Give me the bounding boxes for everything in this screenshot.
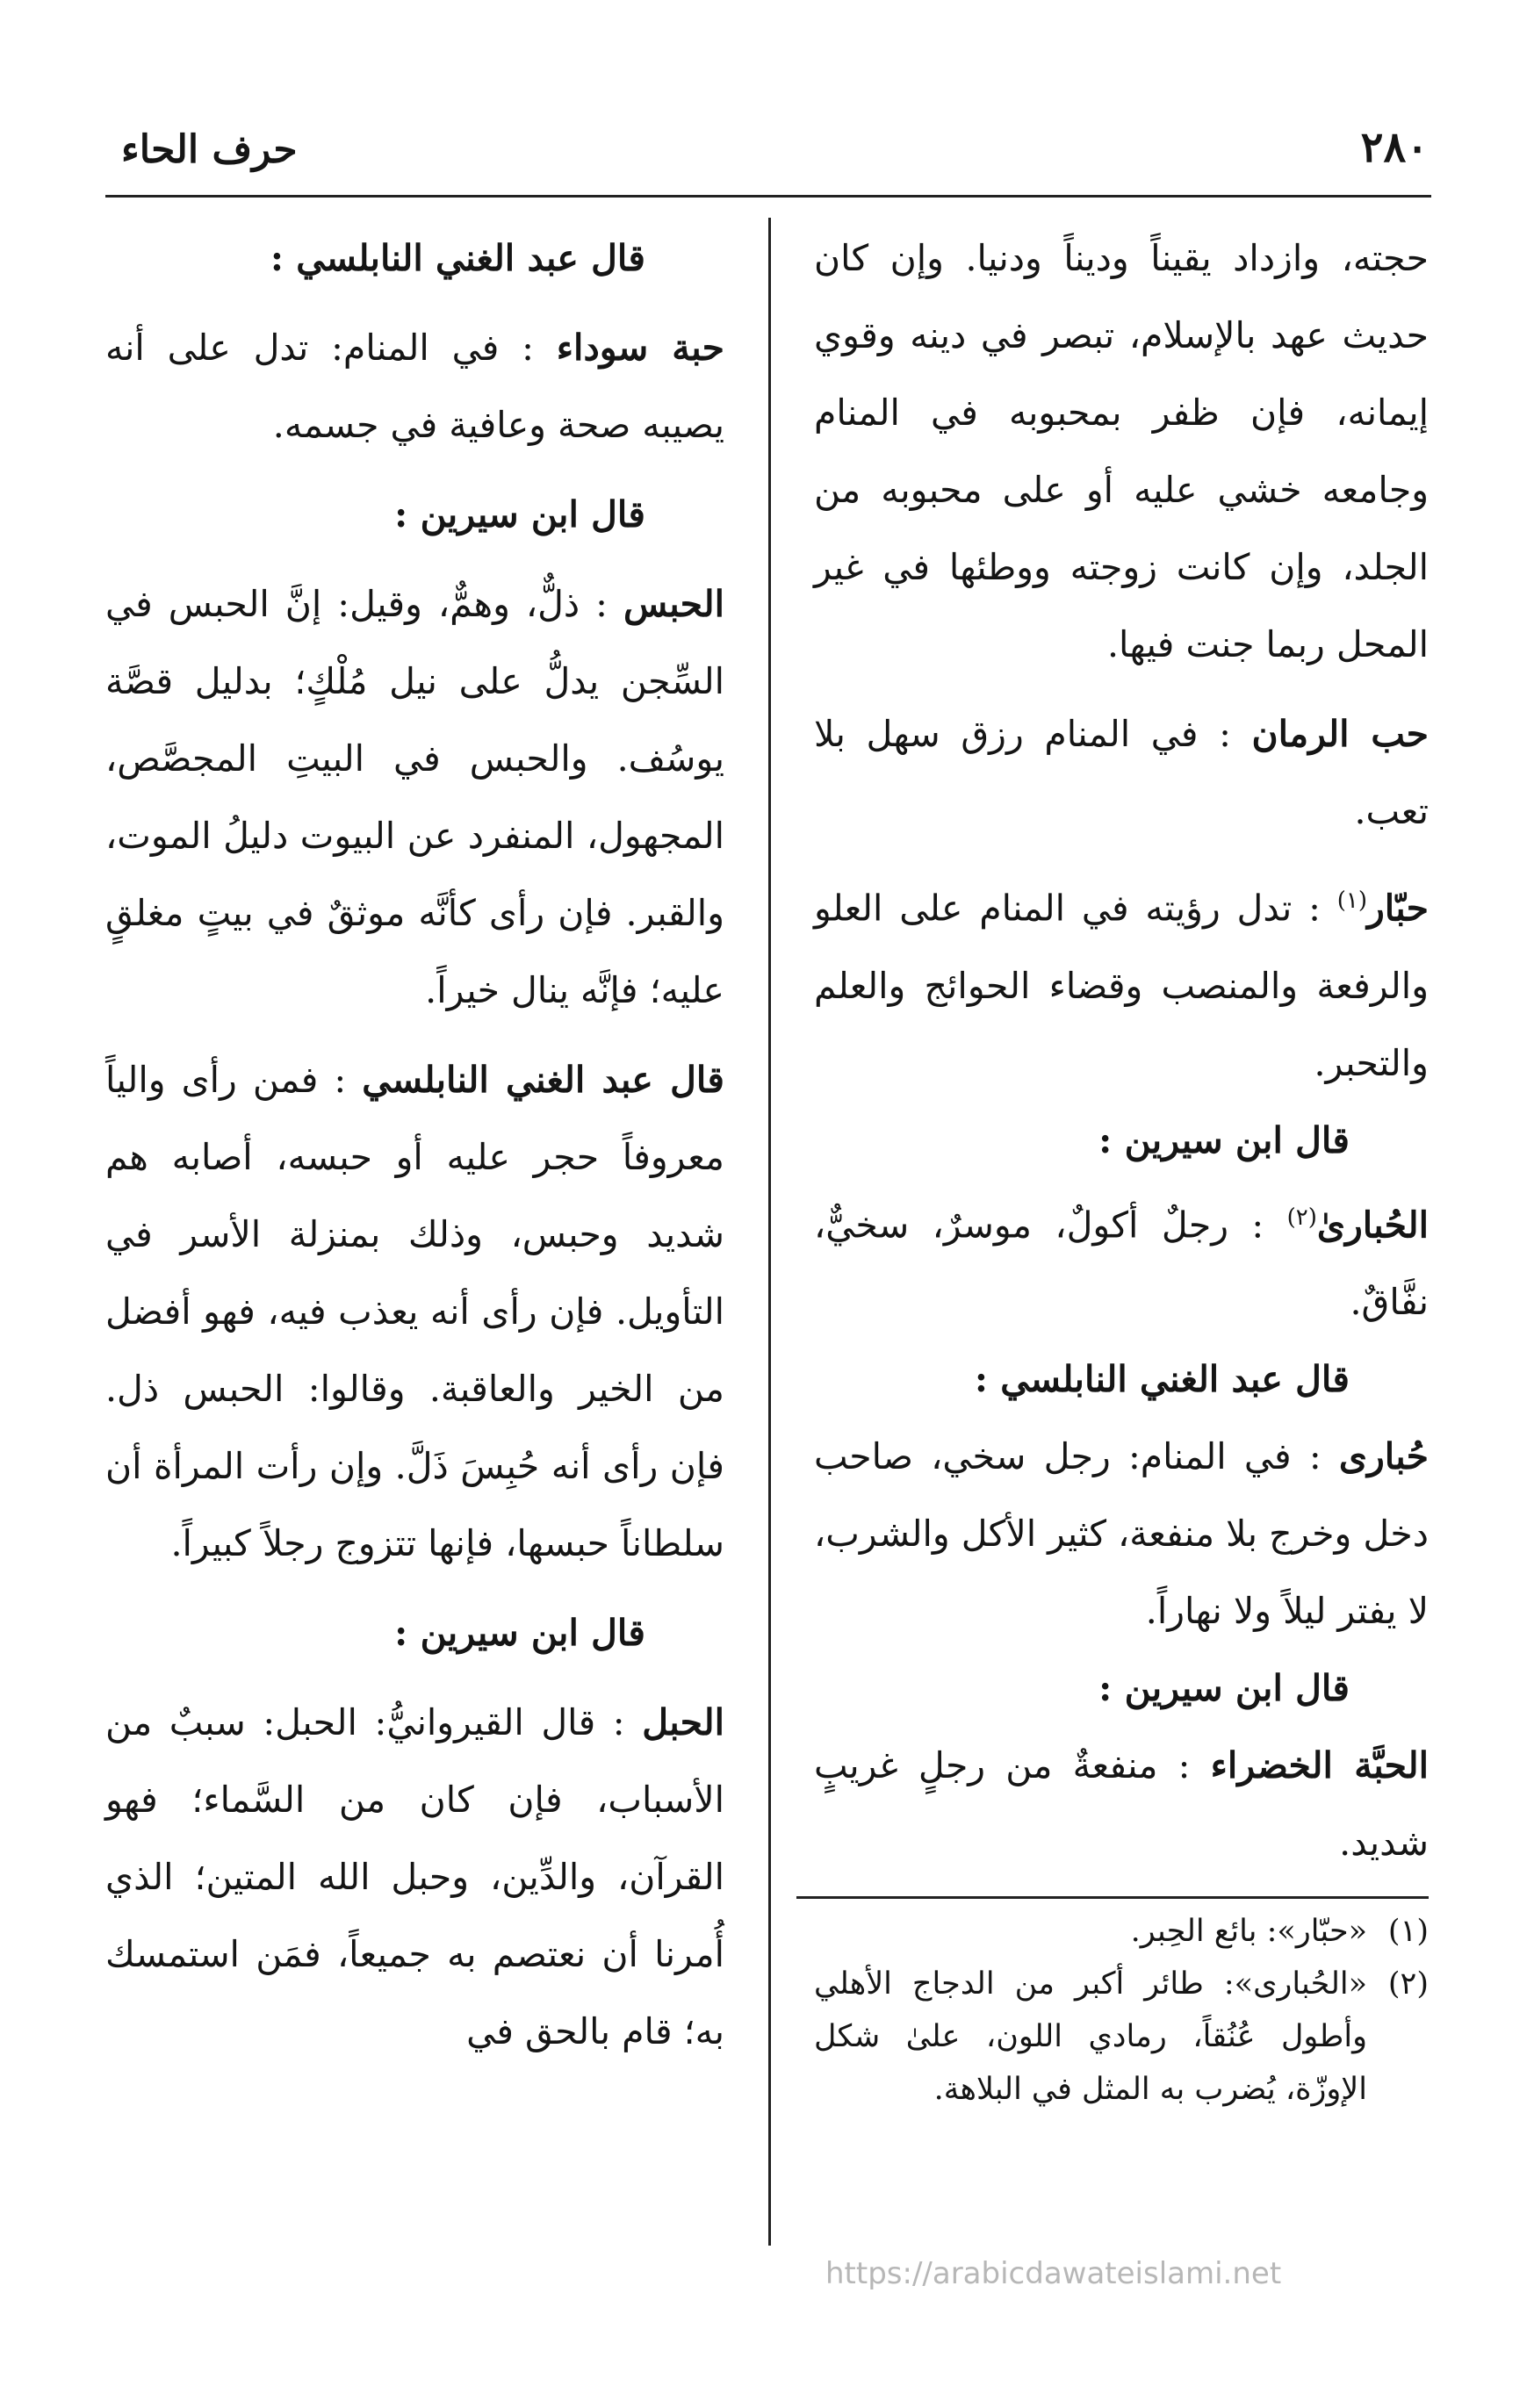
paragraph: حجته، وازداد يقيناً وديناً ودنيا. وإن كان حديث عهد بالإسلام، تبصر في دينه وقوي إيمانه، فإن ظفر بمحبوبه في المنام وجامعه خشي عليه أو على محبوبه من الجلد، وإن كانت زوجته ووطئها في غير المحل ربما جنت فيها. <box>814 237 1429 665</box>
entry-text: : منفعةٌ من رجلٍ غريبٍ شديد. <box>814 1744 1429 1865</box>
left-column <box>105 219 724 2070</box>
entry-text: : قال القيروانيُّ: الحبل: سببٌ من الأسباب، فإن كان من السَّماء؛ فهو القرآن، والدِّين، وحبل الله المتين؛ الذي أُمرنا أن نعتصم به جميعاً، فمَن استمسك به؛ قام بالحق في <box>105 1701 724 2052</box>
footnote-rule <box>796 1896 1429 1899</box>
entry-black-seed <box>105 309 724 464</box>
spacer <box>814 683 1429 695</box>
entry-ink-seller <box>814 862 1429 1102</box>
watermark-url: https://arabicdawateislami.net <box>825 2256 1282 2291</box>
page-number: ٢٨٠ <box>1360 123 1429 172</box>
entry-term: الحبس <box>623 583 724 625</box>
spacer <box>105 1582 724 1594</box>
entry-term: حُبارى <box>1338 1435 1429 1478</box>
section-heading: قال عبد الغني النابلسي : <box>270 237 645 279</box>
header-rule <box>105 195 1431 198</box>
section-heading: قال ابن سيرين : <box>394 1612 645 1654</box>
entry-term: الحبل <box>642 1701 724 1743</box>
spacer <box>105 1029 724 1041</box>
entry-text: : في المنام: رجل سخي، صاحب دخل وخرج بلا منفعة، كثير الأكل والشرب، لا يفتر ليلاً ولا نهاراً. <box>814 1435 1429 1633</box>
spacer <box>105 297 724 309</box>
column-divider <box>768 218 771 2246</box>
section-heading: قال ابن سيرين : <box>1098 1118 1350 1161</box>
entry-term: حبة سوداء <box>556 327 724 369</box>
entry-prison <box>105 565 724 1029</box>
footnote-marker[interactable]: (١) <box>1336 888 1367 914</box>
entry-pomegranate-seed <box>814 695 1429 850</box>
footnote-text: «الحُبارى»: طائر أكبر من الدجاج الأهلي وأطول عُنُقاً، رمادي اللون، علىٰ شكل الإوزّة، يُضرب به المثل في البلاهة. <box>814 1966 1367 2107</box>
section-heading: قال ابن سيرين : <box>394 493 645 536</box>
footnote-number: (١) <box>1387 1914 1429 1949</box>
footnote-text: «حبّار»: بائع الحِبر. <box>1130 1914 1367 1949</box>
entry-green-seed <box>814 1727 1429 1881</box>
spacer <box>105 553 724 565</box>
entry-lead: قال عبد الغني النابلسي <box>362 1059 724 1101</box>
footnote-marker[interactable]: (٢) <box>1286 1204 1317 1231</box>
footnotes <box>814 1905 1429 2116</box>
entry-text: : تدل رؤيته في المنام على العلو والرفعة والمنصب وقضاء الحوائج والعلم والتحبر. <box>814 887 1429 1084</box>
footnote-item <box>814 1958 1429 2116</box>
entry-term: الحُبارىٰ <box>1316 1204 1429 1247</box>
entry-text: : في المنام: تدل على أنه يصيبه صحة وعافية في جسمه. <box>105 327 724 446</box>
footnote-item <box>814 1905 1429 1958</box>
entry-text: : ذلٌّ، وهمٌّ، وقيل: إنَّ الحبس في السِّجن يدلُّ على نيل مُلْكٍ؛ بدليل قصَّة يوسُف. والحبس في البيتِ المجصَّص، المجهول، المنفرد عن البيوت دليلُ الموت، والقبر. فإن رأى كأنَّه موثقٌ في بيتٍ مغلقٍ عليه؛ فإنَّه ينال خيراً. <box>105 583 724 1011</box>
entry-term: الحبَّة الخضراء <box>1210 1744 1429 1787</box>
entry-rope <box>105 1684 724 2070</box>
section-heading: قال ابن سيرين : <box>1098 1667 1350 1710</box>
entry-text: : فمن رأى والياً معروفاً حجر عليه أو حبسه، أصابه هم شديد وحبس، وذلك بمنزلة الأسر في التأويل. فإن رأى أنه يعذب فيه، فهو أفضل من الخير والعاقبة. وقالوا: الحبس ذل. فإن رأى أنه حُبِسَ ذَلَّ. وإن رأت المرأة أن سلطاناً حبسها، فإنها تتزوج رجلاً كبيراً. <box>105 1059 724 1564</box>
entry-text: : رجلٌ أكولٌ، موسرٌ، سخيٌّ، نفَّاقٌ. <box>814 1204 1429 1324</box>
section-heading: قال عبد الغني النابلسي : <box>974 1358 1350 1401</box>
right-column <box>814 219 1429 1881</box>
entry-term: حب الرمان <box>1251 713 1429 755</box>
spacer <box>105 464 724 476</box>
spacer <box>814 850 1429 862</box>
running-head: حرف الحاء <box>121 127 298 172</box>
entry-text: : في المنام رزق سهل بلا تعب. <box>814 713 1429 832</box>
entry-bustard-nabulsi <box>814 1418 1429 1650</box>
entry-term: حبّار <box>1366 887 1429 930</box>
footnote-number: (٢) <box>1387 1966 1429 2002</box>
entry-bustard <box>814 1179 1429 1341</box>
entry-prison-nabulsi <box>105 1041 724 1582</box>
spacer <box>105 1671 724 1684</box>
